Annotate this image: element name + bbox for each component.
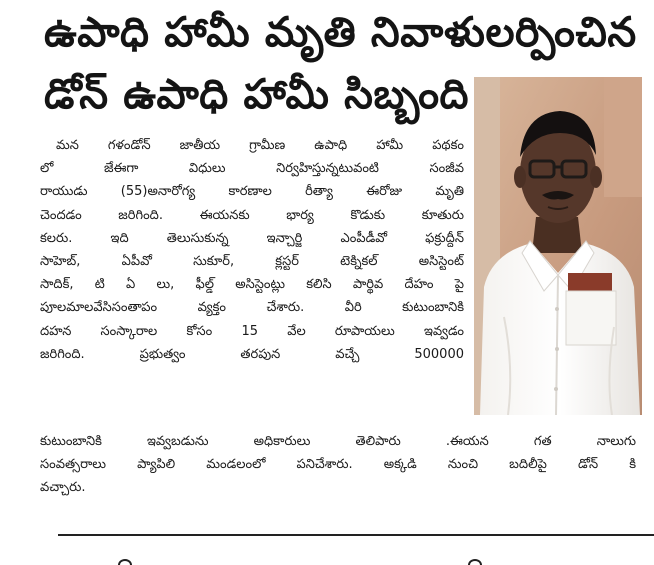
article-line: పూలమాలవేసిసంతాపం వ్యక్తం చేశారు. వీరి కుటుంబానికి xyxy=(40,300,464,316)
article-line: చెందడం జరిగింది. ఈయనకు భార్య కొడుకు కూతురు xyxy=(40,207,464,223)
cut-glyph xyxy=(468,559,482,565)
article-line: దహన సంస్కారాల కోసం 15 వేల రూపాయలు ఇవ్వడం xyxy=(40,323,464,339)
headline-line-2: డోన్ ఉపాధి హామీ సిబ్బంది xyxy=(44,70,469,118)
article-line: రాయుడు (55)అనారోగ్య కారణాల రీత్యా ఈరోజు మృతి xyxy=(40,184,464,200)
article-line: వచ్చారు. xyxy=(40,480,86,496)
article-line: జరిగింది. ప్రభుత్వం తరపున వచ్చే 500000 xyxy=(40,346,464,362)
article-line: కుటుంబానికి ఇవ్వబడును అధికారులు తెలిపారు .ఈయన గత నాలుగు xyxy=(40,434,636,449)
article-line: సాహెబ్, ఏపీవో సుకూర్, క్లస్టర్ టెక్నికల్ అసిస్టెంట్ xyxy=(40,254,464,270)
article-line: సంవత్సరాలు ప్యాపిలి మండలంలో పనిచేశారు. అక్కడి నుంచి బదిలీపై డోన్ కి xyxy=(40,457,636,473)
article-line: కలరు. ఇది తెలుసుకున్న ఇన్చార్జి ఎంపీడీవో ఫక్రుద్దీన్ xyxy=(40,230,464,246)
cut-glyph xyxy=(118,559,132,565)
article-line: లో జేఈగా విధులు నిర్వహిస్తున్నటువంటి సంజీవ xyxy=(40,161,464,177)
article-line: మన గళండోన్ జాతీయ గ్రామీణ ఉపాధి హామీ పథకం xyxy=(56,138,464,153)
article-line: సాదిక్, టి ఏ లు, ఫీల్డ్ అసిస్టెంట్లు కలిసి పార్థివ దేహం పై xyxy=(40,277,464,293)
portrait-photo-icon xyxy=(474,77,642,415)
portrait-photo xyxy=(474,77,642,415)
next-article-cutoff xyxy=(58,553,654,565)
section-divider xyxy=(58,534,654,536)
article-body-lower xyxy=(40,430,636,500)
headline-line-1: ఉపాధి హామీ మృతి నివాళులర్పించిన xyxy=(44,8,637,56)
article-body-upper xyxy=(40,134,464,366)
